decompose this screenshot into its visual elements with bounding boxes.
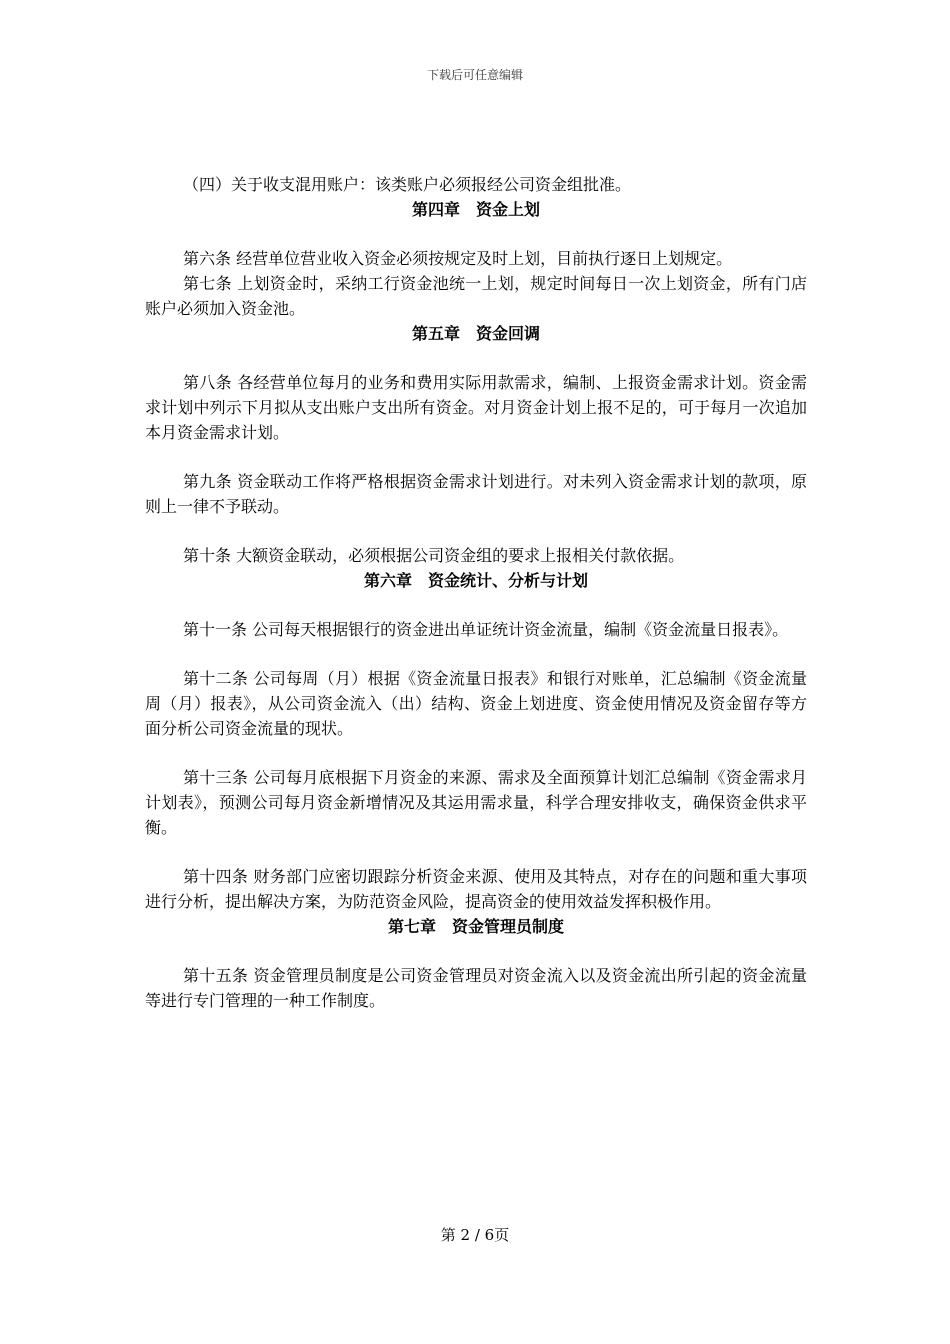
article-6: 第六条 经营单位营业收入资金必须按规定及时上划，目前执行逐日上划规定。: [183, 249, 733, 268]
article-13: 第十三条 公司每月底根据下月资金的来源、需求及全面预算计划汇总编制《资金需求月计划表》，预测公司每月资金新增情况及其运用需求量，科学合理安排收支，确保资金供求平衡。: [145, 768, 807, 837]
paragraph-mixed-accounts: （四）关于收支混用账户：该类账户必须报经公司资金组批准。: [183, 175, 632, 194]
chapter-heading-5: 第五章 资金回调: [411, 324, 540, 343]
article-14: 第十四条 财务部门应密切跟踪分析资金来源、使用及其特点，对存在的问题和重大事项进行分析，提出解决方案，为防范资金风险，提高资金的使用效益发挥积极作用。: [145, 867, 807, 911]
page-number: 第 2 / 6页: [440, 1226, 510, 1244]
article-9: 第九条 资金联动工作将严格根据资金需求计划进行。对未列入资金需求计划的款项，原则上一律不予联动。: [145, 472, 807, 516]
article-8: 第八条 各经营单位每月的业务和费用实际用款需求，编制、上报资金需求计划。资金需求计划中列示下月拟从支出账户支出所有资金。对月资金计划上报不足的，可于每月一次追加本月资金需求计划。: [145, 373, 807, 442]
article-12: 第十二条 公司每周（月）根据《资金流量日报表》和银行对账单，汇总编制《资金流量周（月）报表》，从公司资金流入（出）结构、资金上划进度、资金使用情况及资金留存等方面分析公司资金流量的现状。: [145, 669, 807, 738]
article-7: 第七条 上划资金时，采纳工行资金池统一上划，规定时间每日一次上划资金，所有门店账户必须加入资金池。: [145, 274, 807, 318]
document-body: [145, 172, 807, 1013]
article-15: 第十五条 资金管理员制度是公司资金管理员对资金流入以及资金流出所引起的资金流量等进行专门管理的一种工作制度。: [145, 966, 807, 1010]
article-11: 第十一条 公司每天根据银行的资金进出单证统计资金流量，编制《资金流量日报表》。: [183, 620, 789, 639]
chapter-heading-6: 第六章 资金统计、分析与计划: [363, 571, 588, 590]
chapter-heading-4: 第四章 资金上划: [411, 200, 540, 219]
article-10: 第十条 大额资金联动，必须根据公司资金组的要求上报相关付款依据。: [183, 546, 685, 565]
chapter-heading-7: 第七章 资金管理员制度: [387, 917, 564, 936]
page-header: 下载后可任意编辑: [426, 68, 523, 82]
